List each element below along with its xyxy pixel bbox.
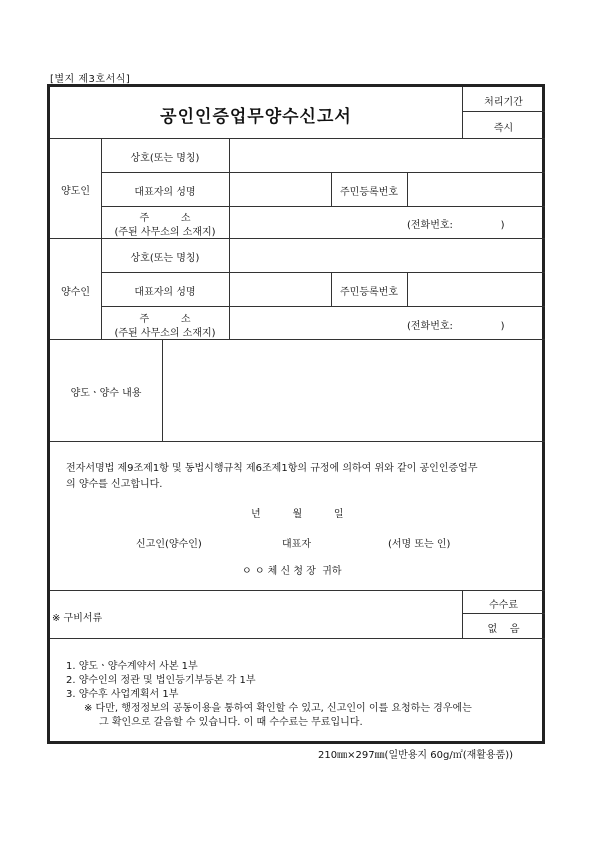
transferee-address-label: 주 소 <box>139 314 191 325</box>
divider <box>50 441 545 442</box>
transferor-rep-label: 대표자의 성명 <box>134 187 196 198</box>
declaration-date: 년 월 일 <box>251 509 344 520</box>
processing-period-value: 즉시 <box>493 123 514 134</box>
divider <box>101 138 102 339</box>
declarant-label: 신고인(양수인) <box>136 539 202 550</box>
doc-item-2: 2. 양수인의 정관 및 법인등기부등본 각 1부 <box>66 675 256 686</box>
form-title: 공인인증업무양수신고서 <box>160 107 352 127</box>
transferee-address-sublabel: (주된 사무소의 소재지) <box>114 328 216 339</box>
required-docs-label: ※ 구비서류 <box>52 613 103 624</box>
divider <box>462 613 545 614</box>
transfer-content-label: 양도ㆍ양수 내용 <box>70 388 142 399</box>
transferor-name-label: 상호(또는 명칭) <box>130 153 200 164</box>
divider <box>462 111 545 112</box>
transferor-rrn-label: 주민등록번호 <box>340 187 398 198</box>
declaration-text-line1: 전자서명법 제9조제1항 및 동법시행규칙 제6조제1항의 규정에 의하여 위와 같이 공인인증업무 <box>66 463 478 474</box>
fee-value: 없 음 <box>487 624 520 635</box>
paper-spec-footer: 210㎜×297㎜(일반용지 60g/㎡(재활용품)) <box>318 750 514 761</box>
transferee-rrn-label: 주민등록번호 <box>340 287 398 298</box>
transfer-content-field[interactable] <box>163 340 545 441</box>
processing-period-label: 처리기간 <box>484 97 523 108</box>
transferor-phone: (전화번호: ) <box>407 220 505 231</box>
transferee-rep-label: 대표자의 성명 <box>134 287 196 298</box>
doc-item-3: 3. 양수후 사업계획서 1부 <box>66 689 179 700</box>
transferor-rep-field[interactable] <box>230 173 331 206</box>
declaration-text-line2: 의 양수를 신고합니다. <box>66 479 163 490</box>
transferor-label: 양도인 <box>61 186 90 197</box>
divider <box>50 638 545 639</box>
transferee-name-field[interactable] <box>230 239 545 272</box>
transferee-rrn-field[interactable] <box>408 273 545 306</box>
transferor-address-sublabel: (주된 사무소의 소재지) <box>114 227 216 238</box>
transferee-name-label: 상호(또는 명칭) <box>130 253 200 264</box>
fee-label: 수수료 <box>489 600 518 611</box>
transferee-label: 양수인 <box>61 287 90 298</box>
transferor-address-label: 주 소 <box>139 213 191 224</box>
doc-item-1: 1. 양도ㆍ양수계약서 사본 1부 <box>66 661 198 672</box>
transferor-name-field[interactable] <box>230 139 545 172</box>
addressee: ㅇ ㅇ 체 신 청 장 귀하 <box>242 566 342 577</box>
transferee-rep-field[interactable] <box>230 273 331 306</box>
transferee-phone: (전화번호: ) <box>407 321 505 332</box>
transferor-rrn-field[interactable] <box>408 173 545 206</box>
signature-label: (서명 또는 인) <box>388 539 451 550</box>
doc-note-line2: 그 확인으로 갈음할 수 있습니다. 이 때 수수료는 무료입니다. <box>99 717 363 728</box>
form-number-caption: [별지 제3호서식] <box>50 74 131 85</box>
divider <box>50 590 545 591</box>
representative-label: 대표자 <box>282 539 311 550</box>
doc-note-line1: ※ 다만, 행정정보의 공동이용을 통하여 확인할 수 있고, 신고인이 이를 요청하는 경우에는 <box>84 703 472 714</box>
